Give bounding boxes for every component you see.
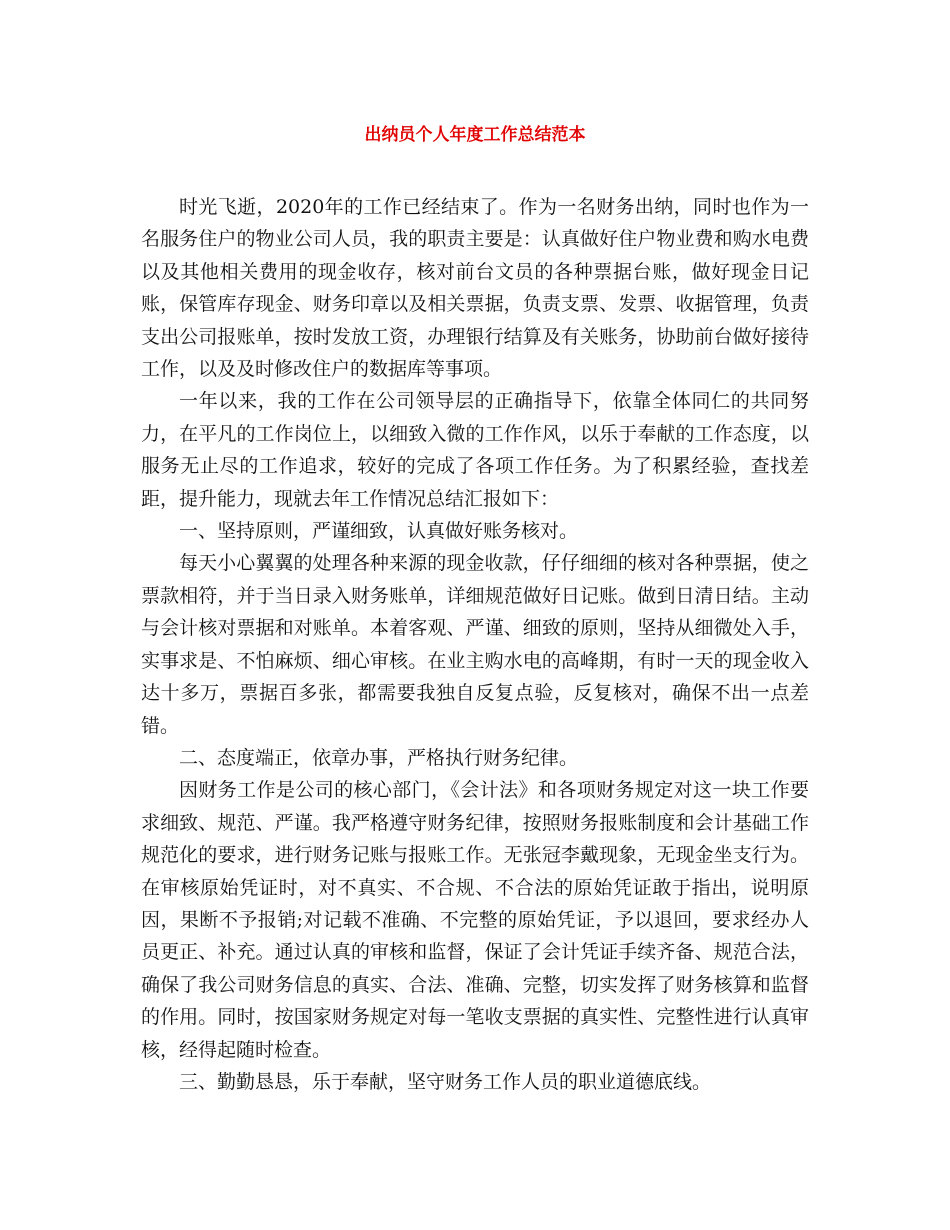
paragraph-section-2: 因财务工作是公司的核心部门，《会计法》和各项财务规定对这一块工作要求细致、规范、严谨。我严格遵守财务纪律，按照财务报账制度和会计基础工作规范化的要求，进行财务记账与报账工作。无张冠李戴现象，无现金坐支行为。在审核原始凭证时，对不真实、不合规、不合法的原始凭证敢于指出，说明原因，果断不予报销;对记载不准确、不完整的原始凭证，予以退回，要求经办人员更正、补充。通过认真的审核和监督，保证了会计凭证手续齐备、规范合法，确保了我公司财务信息的真实、合法、准确、完整，切实发挥了财务核算和监督的作用。同时，按国家财务规定对每一笔收支票据的真实性、完整性进行认真审核，经得起随时检查。: [141, 779, 809, 1061]
section-heading-3: 三、勤勤恳恳，乐于奉献，坚守财务工作人员的职业道德底线。: [179, 1070, 712, 1093]
document-title: 出纳员个人年度工作总结范本: [364, 125, 586, 145]
paragraph-overview: 一年以来，我的工作在公司领导层的正确指导下，依靠全体同仁的共同努力，在平凡的工作岗位上，以细致入微的工作作风，以乐于奉献的工作态度，以服务无止尽的工作追求，较好的完成了各项工作任务。为了积累经验，查找差距，提升能力，现就去年工作情况总结汇报如下：: [141, 390, 809, 510]
section-heading-2: 二、态度端正，依章办事，严格执行财务纪律。: [179, 746, 579, 769]
paragraph-section-1: 每天小心翼翼的处理各种来源的现金收款，仔仔细细的核对各种票据，使之票款相符，并于当日录入财务账单，详细规范做好日记账。做到日清日结。主动与会计核对票据和对账单。本着客观、严谨、细致的原则，坚持从细微处入手，实事求是、不怕麻烦、细心审核。在业主购水电的高峰期，有时一天的现金收入达十多万，票据百多张，都需要我独自反复点验，反复核对，确保不出一点差错。: [141, 552, 809, 737]
document-body: [141, 191, 809, 1098]
paragraph-intro: 时光飞逝，2020年的工作已经结束了。作为一名财务出纳，同时也作为一名服务住户的物业公司人员，我的职责主要是：认真做好住户物业费和购水电费以及其他相关费用的现金收存，核对前台文员的各种票据台账，做好现金日记账，保管库存现金、财务印章以及相关票据，负责支票、发票、收据管理，负责支出公司报账单，按时发放工资，办理银行结算及有关账务，协助前台做好接待工作，以及及时修改住户的数据库等事项。: [141, 196, 809, 381]
section-heading-1: 一、坚持原则，严谨细致，认真做好账务核对。: [179, 520, 579, 543]
